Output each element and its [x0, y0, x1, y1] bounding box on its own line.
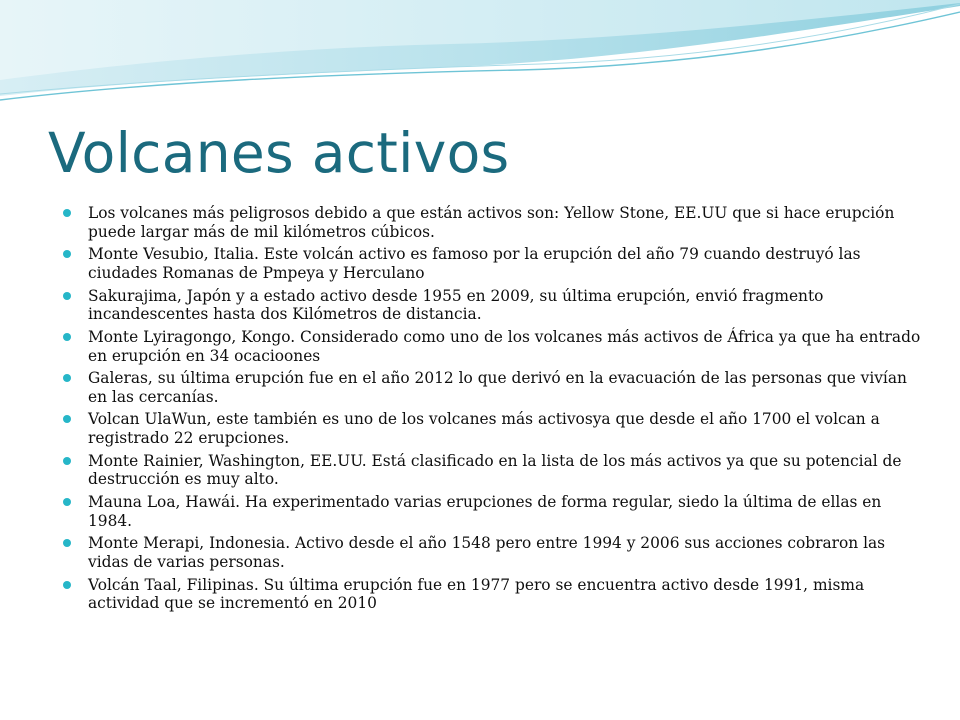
bullet-icon — [63, 374, 71, 382]
bullet-text: Los volcanes más peligrosos debido a que están activos son: Yellow Stone, EE.UU que si hace erupción puede largar más de mil kilómetros cúbicos. — [88, 204, 895, 241]
bullet-icon — [63, 209, 71, 217]
list-item — [64, 452, 924, 489]
list-item — [64, 245, 924, 282]
bullet-icon — [63, 292, 71, 300]
list-item — [64, 369, 924, 406]
bullet-text: Volcan UlaWun, este también es uno de los volcanes más activosya que desde el año 1700 el volcan a registrado 22 erupciones. — [88, 410, 880, 448]
list-item — [64, 410, 924, 447]
bullet-icon — [63, 457, 71, 465]
list-item — [64, 576, 924, 613]
slide-title: Volcanes activos — [48, 121, 510, 185]
bullet-icon — [63, 415, 71, 423]
header-wave-decoration — [0, 0, 960, 130]
bullet-text: Volcán Taal, Filipinas. Su última erupción fue en 1977 pero se encuentra activo desde 1991, misma actividad que se incrementó en 2010 — [88, 575, 865, 613]
bullet-icon — [63, 581, 71, 589]
bullet-icon — [63, 539, 71, 547]
bullet-text: Mauna Loa, Hawái. Ha experimentado varias erupciones de forma regular, siedo la última de ellas en 1984. — [88, 493, 882, 530]
bullet-text: Sakurajima, Japón y a estado activo desde 1955 en 2009, su última erupción, envió fragmento incandescentes hasta dos Kilómetros de distancia. — [88, 286, 824, 324]
bullet-icon — [63, 250, 71, 258]
list-item — [64, 328, 924, 365]
bullet-text: Monte Lyiragongo, Kongo. Considerado como uno de los volcanes más activos de África ya que ha entrado en erupción en 34 ocacioones — [88, 327, 921, 365]
list-item — [64, 204, 924, 241]
list-item — [64, 493, 924, 530]
bullet-list — [64, 204, 924, 617]
bullet-text: Monte Vesubio, Italia. Este volcán activo es famoso por la erupción del año 79 cuando destruyó las ciudades Romanas de Pmpeya y Herculano — [88, 245, 861, 282]
bullet-text: Monte Rainier, Washington, EE.UU. Está clasificado en la lista de los más activos ya que su potencial de destrucción es muy alto. — [88, 451, 902, 489]
bullet-icon — [63, 333, 71, 341]
list-item — [64, 534, 924, 571]
bullet-text: Monte Merapi, Indonesia. Activo desde el año 1548 pero entre 1994 y 2006 sus acciones cobraron las vidas de varias personas. — [88, 534, 886, 572]
bullet-icon — [63, 498, 71, 506]
bullet-text: Galeras, su última erupción fue en el año 2012 lo que derivó en la evacuación de las personas que vivían en las cercanías. — [88, 369, 907, 406]
list-item — [64, 287, 924, 324]
